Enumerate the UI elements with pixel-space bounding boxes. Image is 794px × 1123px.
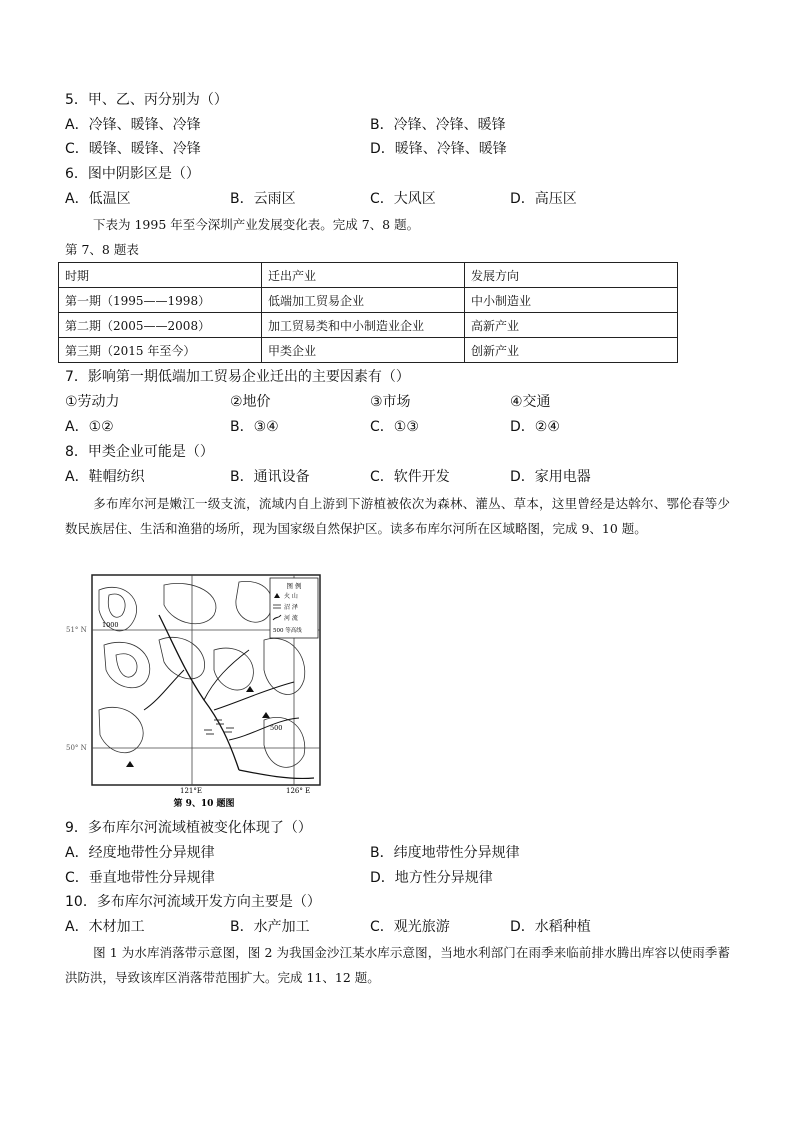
intro-9-10 — [65, 491, 730, 541]
table-row — [59, 313, 678, 338]
intro-7-8 — [65, 212, 730, 237]
q5-option-b: B．冷锋、冷锋、暖锋 — [370, 117, 506, 133]
table-cell: 中小制造业 — [465, 288, 678, 313]
q9-stem: 9．多布库尔河流域植被变化体现了（） — [65, 820, 312, 836]
dobukur-river-map — [64, 570, 326, 810]
q7-stem: 7．影响第一期低端加工贸易企业迁出的主要因素有（） — [65, 369, 410, 385]
legend-title: 图 例 — [286, 582, 302, 590]
q10-option-d: D．水稻种植 — [510, 919, 591, 935]
q6-option-b: B．云雨区 — [230, 191, 296, 207]
q6-stem: 6．图中阴影区是（） — [65, 166, 200, 182]
legend-river: 河 流 — [284, 615, 298, 622]
table-row — [59, 288, 678, 313]
q7-factor-3: ③市场 — [370, 394, 411, 410]
table-cell: 创新产业 — [465, 338, 678, 363]
q9-option-c: C．垂直地带性分异规律 — [65, 870, 215, 886]
contour-label-500: 500 — [270, 724, 283, 732]
q7-factor-4: ④交通 — [510, 394, 551, 410]
q8-stem: 8．甲类企业可能是（） — [65, 444, 214, 460]
q10-option-a: A．木材加工 — [65, 919, 145, 935]
q6-option-c: C．大风区 — [370, 191, 436, 207]
q8-option-d: D．家用电器 — [510, 469, 591, 485]
table-cell: 甲类企业 — [262, 338, 465, 363]
table-cell: 加工贸易类和中小制造业企业 — [262, 313, 465, 338]
q5-option-c: C．暖锋、暖锋、冷锋 — [65, 141, 201, 157]
q7-option-b: B．③④ — [230, 419, 279, 435]
map-caption: 第 9、10 题图 — [173, 799, 235, 809]
table-cell: 第三期（2015 年至今） — [59, 338, 262, 363]
q6-option-a: A．低温区 — [65, 191, 131, 207]
lon-label-left: 121°E — [180, 787, 202, 795]
q9-option-a: A．经度地带性分异规律 — [65, 845, 215, 861]
intro-11-12 — [65, 940, 730, 990]
q6-option-d: D．高压区 — [510, 191, 577, 207]
legend-volcano: 火 山 — [284, 593, 298, 600]
q9-option-b: B．纬度地带性分异规律 — [370, 845, 520, 861]
intro-9-10-text: 多布库尔河是嫩江一级支流，流域内自上游到下游植被依次为森林、灌丛、草本，这里曾经是达斡尔、鄂伦春等少数民族居住、生活和渔猎的场所，现为国家级自然保护区。读多布库尔河所在区域略图，完成 9、10 题。 — [65, 496, 730, 536]
q8-option-b: B．通讯设备 — [230, 469, 310, 485]
q7-factor-1: ①劳动力 — [65, 394, 120, 410]
lon-label-right: 126° E — [286, 787, 311, 795]
q7-factor-2: ②地价 — [230, 394, 271, 410]
lat-label-50: 50° N — [66, 744, 87, 752]
contour-label-1000: 1000 — [102, 621, 119, 629]
table-header-direction: 发展方向 — [465, 263, 678, 288]
table-cell: 低端加工贸易企业 — [262, 288, 465, 313]
table-cell: 高新产业 — [465, 313, 678, 338]
table-header-row — [59, 263, 678, 288]
q7-option-a: A．①② — [65, 419, 114, 435]
q5-option-a: A．冷锋、暖锋、冷锋 — [65, 117, 201, 133]
table-header-industry: 迁出产业 — [262, 263, 465, 288]
q7-option-c: C．①③ — [370, 419, 419, 435]
q5-option-d: D．暖锋、冷锋、暖锋 — [370, 141, 507, 157]
q8-option-c: C．软件开发 — [370, 469, 450, 485]
q5-stem: 5．甲、乙、丙分别为（） — [65, 92, 228, 108]
q7-option-d: D．②④ — [510, 419, 560, 435]
q10-stem: 10．多布库尔河流域开发方向主要是（） — [65, 894, 321, 910]
table-header-period: 时期 — [59, 263, 262, 288]
table-cell: 第一期（1995——1998） — [59, 288, 262, 313]
lat-label-51: 51° N — [66, 626, 87, 634]
q10-option-c: C．观光旅游 — [370, 919, 450, 935]
q9-option-d: D．地方性分异规律 — [370, 870, 493, 886]
q10-option-b: B．水产加工 — [230, 919, 310, 935]
table-row — [59, 338, 678, 363]
q8-option-a: A．鞋帽纺织 — [65, 469, 145, 485]
legend-contour: 500 等高线 — [273, 628, 302, 634]
intro-7-8-text: 下表为 1995 年至今深圳产业发展变化表。完成 7、8 题。 — [93, 217, 420, 232]
legend-swamp: 沼 泽 — [284, 604, 298, 611]
table-label: 第 7、8 题表 — [65, 242, 139, 257]
intro-11-12-text: 图 1 为水库消落带示意图，图 2 为我国金沙江某水库示意图，当地水利部门在雨季来临前排水腾出库容以使雨季蓄洪防洪，导致该库区消落带范围扩大。完成 11、12 题。 — [65, 945, 730, 985]
table-cell: 第二期（2005——2008） — [59, 313, 262, 338]
industry-table — [58, 262, 678, 363]
